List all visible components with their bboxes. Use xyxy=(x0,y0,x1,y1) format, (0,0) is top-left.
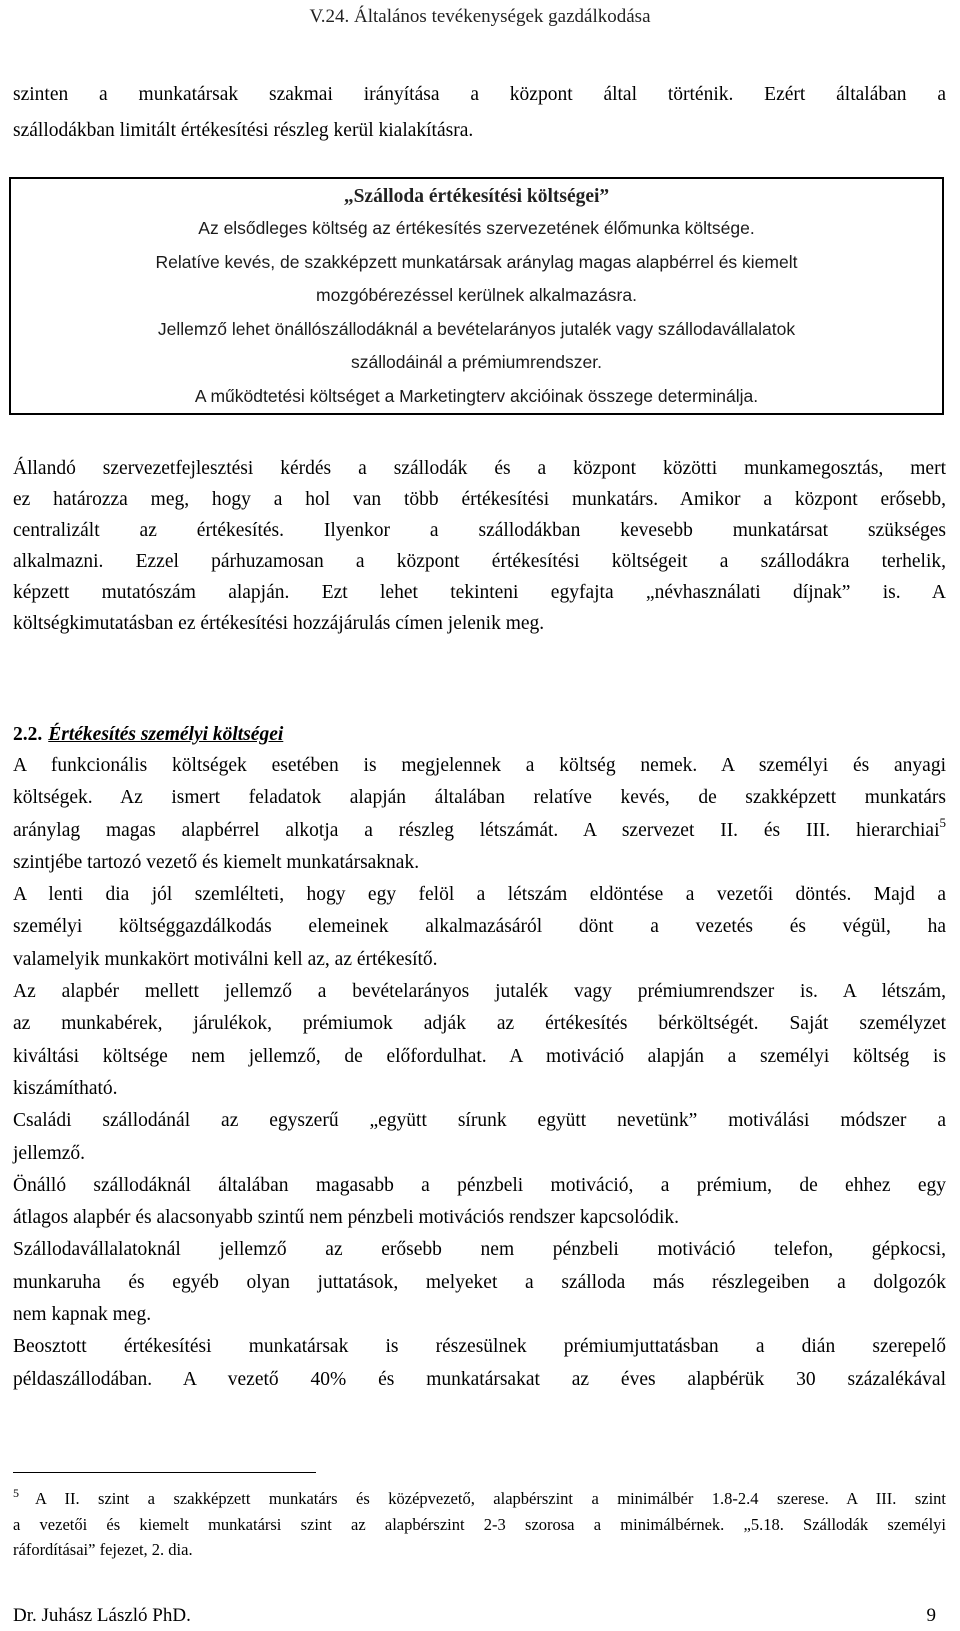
section-number: 2.2. xyxy=(13,724,43,745)
text-line: Önálló szállodáknál általában magasabb a pénzbeli motiváció, a prémium, de ehhez egy xyxy=(13,1174,946,1196)
organization-paragraph xyxy=(13,453,946,639)
text-line: jellemző. xyxy=(13,1142,86,1164)
intro-paragraph xyxy=(13,77,946,149)
callout-line: Az elsődleges költség az értékesítés szervezetének élőmunka költsége. xyxy=(198,218,755,238)
text-line: A funkcionális költségek esetében is megjelennek a költség nemek. A személyi és anyagi xyxy=(13,755,946,776)
text-line: személyi költséggazdálkodás elemeinek alkalmazásáról dönt a vezetés és végül, ha xyxy=(13,916,946,938)
section-heading xyxy=(13,720,946,750)
callout-line: Jellemző lehet önállószállodáknál a bevételarányos jutalék vagy szállodavállalatok xyxy=(157,318,796,339)
text-span: aránylag magas alapbérrel alkotja a részleg létszámát. A szervezet II. és III. hierarchiai xyxy=(13,819,940,841)
text-line: költségkimutatásban ez értékesítési hozzájárulás címen jelenik meg. xyxy=(13,613,545,634)
footnote-line xyxy=(13,1481,946,1512)
footnote-text: A II. szint a szakképzett munkatárs és középvezető, alapbérszint a minimálbér 1.8-2.4 szerese. A III. szint xyxy=(35,1489,946,1508)
text-line: munkaruha és egyéb olyan juttatások, melyeket a szálloda más részlegeiben a dolgozók xyxy=(13,1271,946,1293)
text-line: példaszállodában. A vezető 40% és munkatársakat az éves alapbérük 30 százalékával xyxy=(13,1368,946,1390)
footnote-ref: 5 xyxy=(939,814,946,830)
text-line: Beosztott értékesítési munkatársak is részesülnek prémiumjuttatásban a dián szerepelő xyxy=(13,1336,946,1358)
footnote-line: ráfordításai” fejezet, 2. dia. xyxy=(13,1540,193,1559)
section-body xyxy=(13,750,946,1396)
text-line: Az alapbér mellett jellemző a bevételarányos jutalék vagy prémiumrendszer is. A létszám, xyxy=(13,981,946,1003)
running-header: V.24. Általános tevékenységek gazdálkodása xyxy=(309,6,651,27)
text-line: az munkabérek, járulékok, prémiumok adják az értékesítés bérköltségét. Saját személyzet xyxy=(13,1013,946,1035)
text-line: költségek. Az ismert feladatok alapján általában relatíve kevés, de szakképzett munkatárs xyxy=(13,787,946,809)
text-line: nem kapnak meg. xyxy=(13,1304,152,1326)
text-line xyxy=(13,815,946,847)
callout-line: mozgóbérezéssel kerülnek alkalmazásra. xyxy=(316,285,637,305)
footer-author: Dr. Juhász László PhD. xyxy=(13,1605,191,1626)
callout-line: A működtetési költséget a Marketingterv akcióinak összege determinálja. xyxy=(194,385,759,406)
text-line: képzett mutatószám alapján. Ezt lehet tekinteni egyfajta „névhasználati díjnak” is. A xyxy=(13,582,946,603)
callout-title: „Szálloda értékesítési költségei” xyxy=(343,186,610,207)
text-line: A lenti dia jól szemlélteti, hogy egy felöl a létszám eldöntése a vezetői döntés. Majd a xyxy=(13,884,946,906)
text-line: ez határozza meg, hogy a hol van több értékesítési munkatárs. Amikor a központ erősebb, xyxy=(13,489,946,510)
section-2-2 xyxy=(13,720,946,1396)
text-line: átlagos alapbér és alacsonyabb szintű nem pénzbeli motivációs rendszer kapcsolódik. xyxy=(13,1207,680,1229)
footnote-line: a vezetői és kiemelt munkatársi szint az alapbérszint 2-3 szorosa a minimálbérnek. „5.18. Szállodák személyi xyxy=(13,1514,946,1534)
text-line: kiszámítható. xyxy=(13,1077,118,1099)
callout-box xyxy=(9,177,944,415)
text-line: alkalmazni. Ezzel párhuzamosan a központ értékesítési költségeit a szállodákra terhelik, xyxy=(13,551,946,572)
text-line: szintjébe tartozó vezető és kiemelt munkatársaknak. xyxy=(13,851,420,873)
footnote-number: 5 xyxy=(13,1486,19,1500)
callout-line: szállodáinál a prémiumrendszer. xyxy=(351,352,602,372)
text-line: szállodákban limitált értékesítési részleg kerül kialakításra. xyxy=(13,120,474,141)
text-line: valamelyik munkakört motiválni kell az, az értékesítő. xyxy=(13,948,438,970)
text-line: Állandó szervezetfejlesztési kérdés a szállodák és a központ közötti munkamegosztás, mert xyxy=(13,458,946,479)
footnote-divider xyxy=(13,1472,316,1473)
section-title: Értékesítés személyi költségei xyxy=(48,724,284,745)
text-line: Családi szállodánál az egyszerű „együtt sírunk együtt nevetünk” motiválási módszer a xyxy=(13,1110,946,1132)
text-line: kiváltási költsége nem jellemző, de előfordulhat. A motiváció alapján a személyi költség is xyxy=(13,1045,946,1067)
page-footer xyxy=(13,1603,936,1629)
footnote xyxy=(13,1481,946,1563)
text-line: szinten a munkatársak szakmai irányítása a központ által történik. Ezért általában a xyxy=(13,84,946,105)
text-line: centralizált az értékesítés. Ilyenkor a szállodákban kevesebb munkatársat szükséges xyxy=(13,520,946,541)
callout-line: Relatíve kevés, de szakképzett munkatársak aránylag magas alapbérrel és kiemelt xyxy=(155,251,798,272)
page-number: 9 xyxy=(926,1605,936,1626)
text-line: Szállodavállalatoknál jellemző az erősebb nem pénzbeli motiváció telefon, gépkocsi, xyxy=(13,1239,946,1261)
